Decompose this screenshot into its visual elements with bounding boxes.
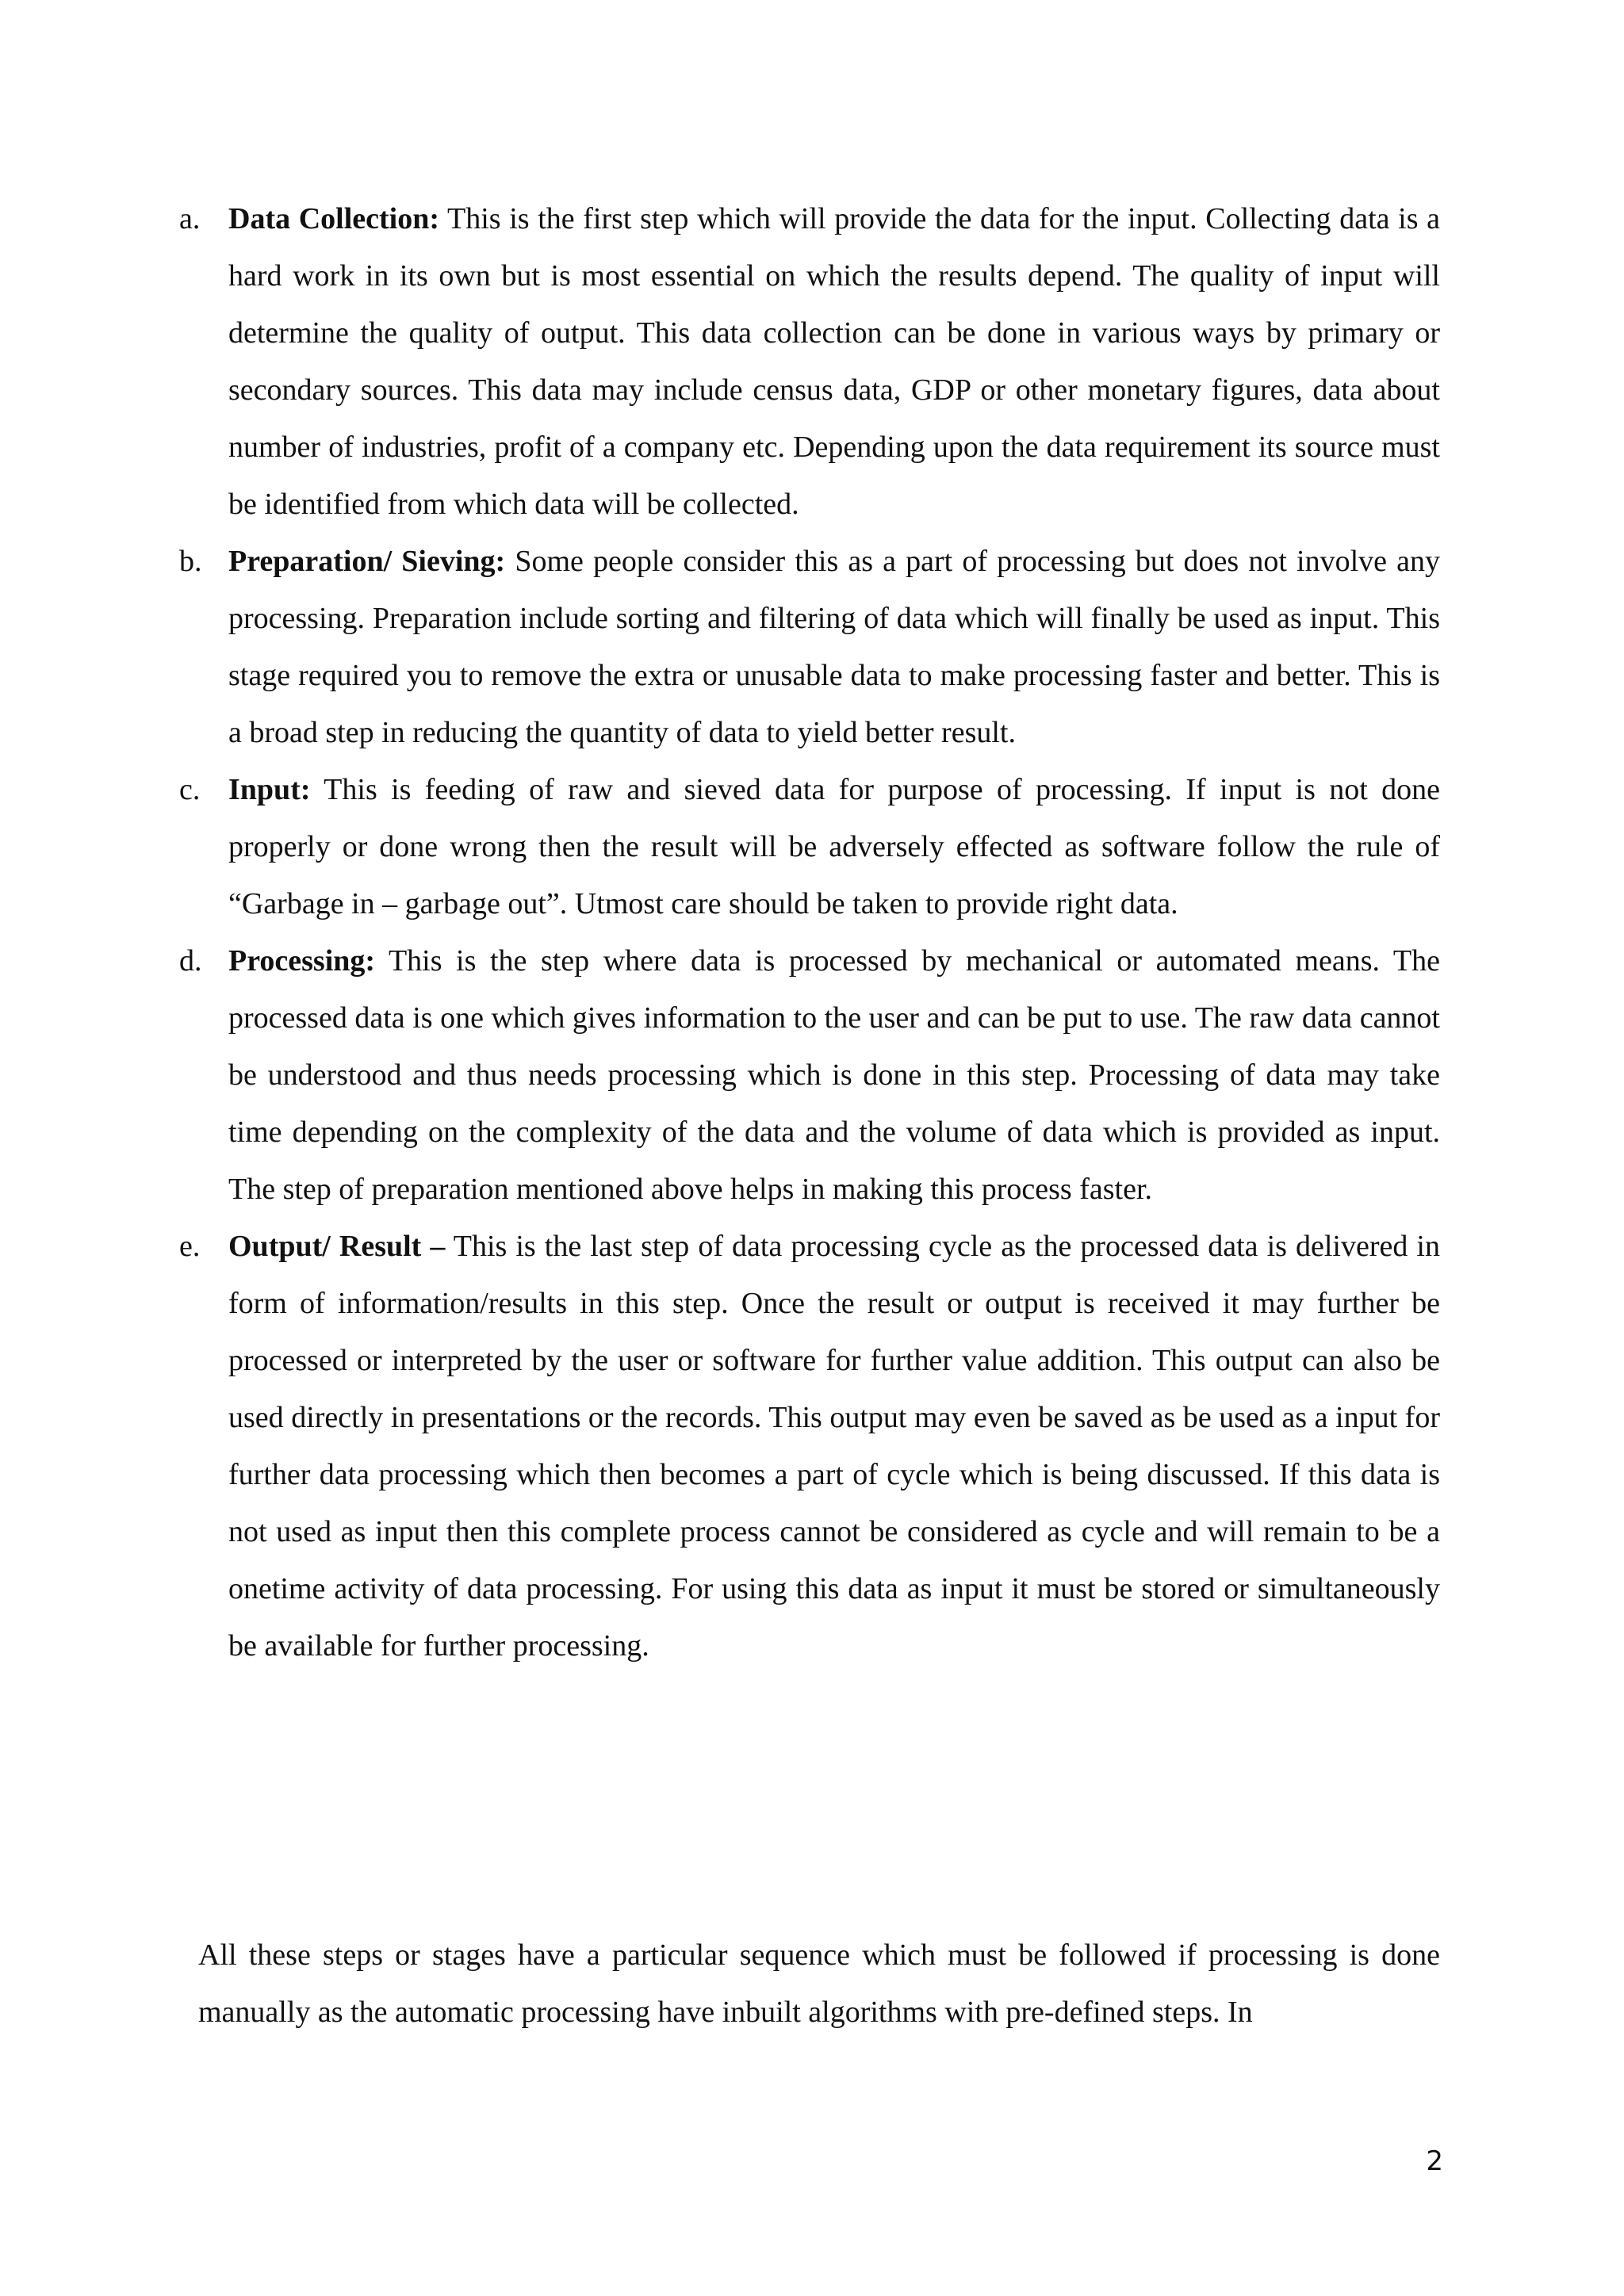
list-marker: b. [179,545,202,578]
step-description: This is the last step of data processing cycle as the processed data is delivered in form of information/results in this step. Once the result or output is received it may further be processed or interpreted by the user or software for further value addition. This output can also be used directly in presentations or the records. This output may even be saved as be used as a input for further data processing which then becomes a part of cycle which is being discussed. If this data is not used as input then this complete process cannot be considered as cycle and will remain to be a onetime activity of data processing. For using this data as input it must be stored or simultaneously be available for further processing. [228,1230,1440,1663]
page-number: 2 [1426,2145,1443,2177]
list-item-processing [179,932,1440,1218]
step-description: This is the step where data is processed by mechanical or automated means. The processed data is one which gives information to the user and can be put to use. The raw data cannot be understood and thus needs processing which is done in this step. Processing of data may take time depending on the complexity of the data and the volume of data which is provided as input. The step of preparation mentioned above helps in making this process faster. [228,944,1440,1206]
step-description: This is feeding of raw and sieved data for purpose of processing. If input is not done properly or done wrong then the result will be adversely effected as software follow the rule of “Garbage in – garbage out”. Utmost care should be taken to provide right data. [228,773,1440,920]
list-marker: a. [179,202,201,235]
list-item-output [179,1218,1440,1674]
step-description: Some people consider this as a part of processing but does not involve any processing. Preparation include sorting and filtering of data which will finally be used as input. This stage required you to remove the extra or unusable data to make processing faster and better. This is a broad step in reducing the quantity of data to yield better result. [228,545,1440,749]
step-description: This is the first step which will provide the data for the input. Collecting data is a hard work in its own but is most essential on which the results depend. The quality of input will determine the quality of output. This data collection can be done in various ways by primary or secondary sources. This data may include census data, GDP or other monetary figures, data about number of industries, profit of a company etc. Depending upon the data requirement its source must be identified from which data will be collected. [228,202,1440,521]
step-term: Output/ Result – [228,1230,446,1263]
list-item-input [179,761,1440,932]
closing-paragraph: All these steps or stages have a particular sequence which must be followed if processing is done manually as the automatic processing have inbuilt algorithms with pre-defined steps. In [198,1938,1440,2029]
list-item-data-collection [179,190,1440,533]
list-marker: c. [179,773,201,806]
processing-steps-list [179,190,1440,1674]
step-term: Preparation/ Sieving: [228,545,506,578]
list-marker: e. [179,1230,201,1263]
list-item-preparation [179,533,1440,761]
list-marker: d. [179,944,202,978]
step-term: Processing: [228,944,376,978]
step-term: Input: [228,773,311,806]
step-term: Data Collection: [228,202,440,235]
